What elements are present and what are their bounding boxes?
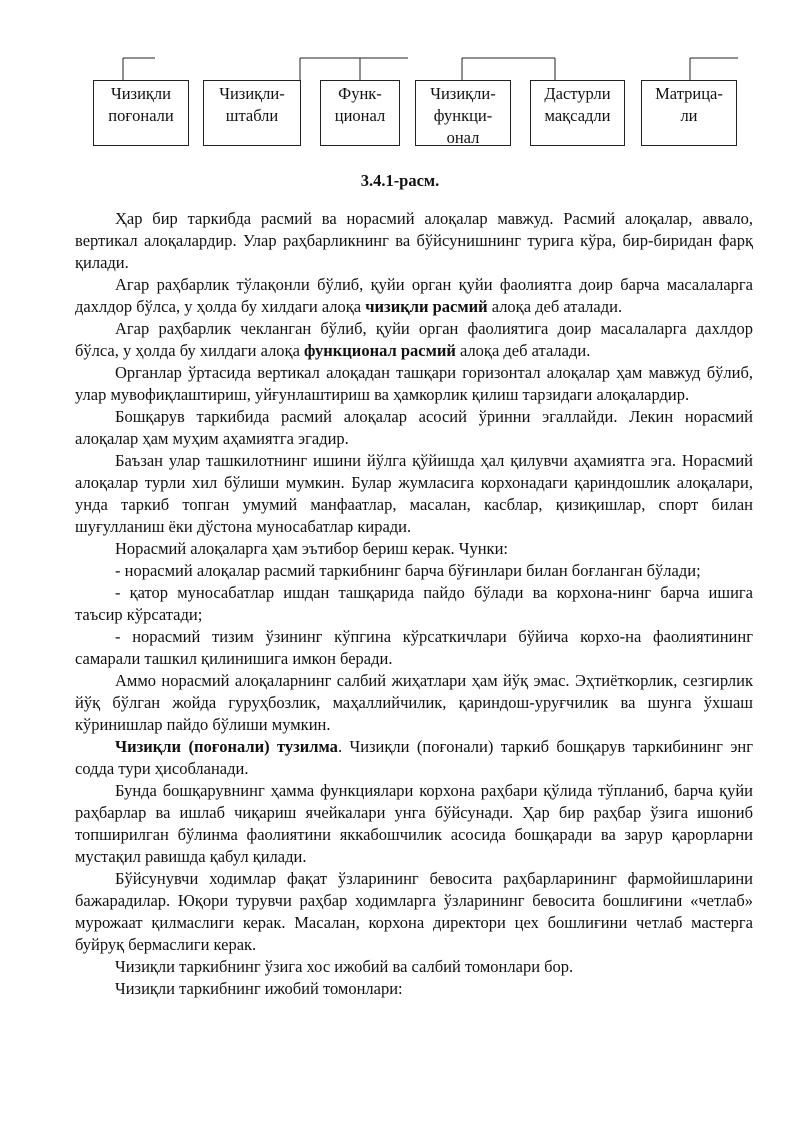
text-run: Бошқарув таркибида расмий алоқалар асосий ўринни эгаллайди. Лекин норасмий алоқалар ҳам муҳим аҳамиятга эгадир. (75, 407, 753, 448)
box-functional (320, 80, 400, 146)
text-run: . Чизиқли (поғонали) таркиб бошқарув таркибининг энг содда тури ҳисобланади. (75, 737, 753, 778)
text-run: Органлар ўртасида вертикал алоқадан ташқари горизонтал алоқалар ҳам мавжуд бўлиб, улар мувофиқлаштириш, уйғунлаштириш ва ҳамкорлик қилиш тарзидаги алоқалардир. (75, 363, 753, 404)
box-label: Чизиқли- функци- онал (430, 84, 496, 147)
text-run: Баъзан улар ташкилотнинг ишини йўлга қўйишда ҳал қилувчи аҳамиятга эга. Норасмий алоқалар турли хил бўлиши мумкин. Булар жумласига корхонадаги қариндошлик алоқалари, унда таркиб топган умумий манфаатлар, масалан, касблар, қизиқишлар, спорт билан шуғулланиш ёки дўстона муносабатлар киради. (75, 451, 753, 536)
paragraph (75, 362, 753, 406)
text-run: Ҳар бир таркибда расмий ва норасмий алоқалар мавжуд. Расмий алоқалар, аввало, вертикал алоқалардир. Улар раҳбарликнинг ва бўйсунишнинг турига кўра, бир-биридан фарқ қилади. (75, 209, 753, 272)
box-program-target (530, 80, 625, 146)
paragraph (75, 582, 753, 626)
paragraph (75, 274, 753, 318)
text-run: Агар раҳбарлик тўлақонли бўлиб, қуйи орган қуйи фаолиятга доир барча масалаларга дахлдор бўлса, у ҳолда бу хилдаги алоқа (75, 275, 753, 316)
box-label: Матрица- ли (655, 84, 723, 125)
paragraph (75, 956, 753, 978)
text-run: Бўйсунувчи ходимлар фақат ўзларининг бевосита раҳбарларининг фармойишларини бажарадилар. Юқори турувчи раҳбар ходимларга ўзларининг бевосита бошлиғини «четлаб» мурожаат қилмаслиги керак. Масалан, корхона директори цех бошлиғини четлаб мастерга буйруқ бермаслиги керак. (75, 869, 753, 954)
text-run: Агар раҳбарлик чекланган бўлиб, қуйи орган фаолиятига доир масалаларга дахлдор бўлса, у ҳолда бу хилдаги алоқа (75, 319, 753, 360)
paragraph (75, 736, 753, 780)
paragraph (75, 978, 753, 1000)
box-matrix (641, 80, 737, 146)
bold-term: чизиқли расмий (365, 297, 488, 316)
paragraph (75, 208, 753, 274)
paragraph (75, 670, 753, 736)
paragraph (75, 450, 753, 538)
text-run: Чизиқли таркибнинг ижобий томонлари: (115, 979, 403, 998)
figure-caption: 3.4.1-расм. (360, 171, 440, 190)
paragraph (75, 318, 753, 362)
text-run: - норасмий тизим ўзининг кўпгина кўрсаткичлари бўйича корхо-на фаолиятининг самарали ташкил қилинишига имкон беради. (75, 627, 753, 668)
text-run: алоқа деб аталади. (455, 341, 591, 360)
body-text (75, 208, 753, 1000)
paragraph (75, 560, 753, 582)
text-run: - норасмий алоқалар расмий таркибнинг барча бўғинлари билан боғланган бўлади; (115, 561, 701, 580)
text-run: Норасмий алоқаларга ҳам эътибор бериш керак. Чунки: (115, 539, 508, 558)
box-label: Чизиқли поғонали (108, 84, 174, 125)
paragraph (75, 538, 753, 560)
text-run: Бунда бошқарувнинг ҳамма функциялари корхона раҳбари қўлида тўпланиб, барча қуйи раҳбарлар ва ишлаб чиқариш ячейкалари унга бўйсунади. Ҳар бир раҳбар ўзига ишониб топширилган бўлинма фаолиятини яккабошчилик асосида бошқаради ва зарур қарорларни мустақил равишда қабул қилади. (75, 781, 753, 866)
box-label: Функ- ционал (334, 84, 386, 125)
bold-term: функционал расмий (304, 341, 456, 360)
box-label: Дастурли мақсадли (544, 84, 611, 125)
text-run: Аммо норасмий алоқаларнинг салбий жиҳатлари ҳам йўқ эмас. Эҳтиёткорлик, сезгирлик йўқ бўлган жойда гуруҳбозлик, маҳаллийчилик, қариндош-уруғчилик ва шунга ўхшаш кўринишлар пайдо бўлиши мумкин. (75, 671, 753, 734)
paragraph (75, 626, 753, 670)
box-linear-functional (415, 80, 511, 146)
box-linear-hierarchical (93, 80, 189, 146)
bold-term: Чизиқли (поғонали) тузилма (115, 737, 338, 756)
box-linear-staff (203, 80, 301, 146)
paragraph (75, 868, 753, 956)
paragraph (75, 780, 753, 868)
paragraph (75, 406, 753, 450)
text-run: алоқа деб аталади. (487, 297, 623, 316)
box-label: Чизиқли- штабли (219, 84, 285, 125)
text-run: Чизиқли таркибнинг ўзига хос ижобий ва салбий томонлари бор. (115, 957, 574, 976)
text-run: - қатор муносабатлар ишдан ташқарида пайдо бўлади ва корхона-нинг барча ишига таъсир кўрсатади; (75, 583, 753, 624)
org-structure-diagram (0, 0, 800, 160)
